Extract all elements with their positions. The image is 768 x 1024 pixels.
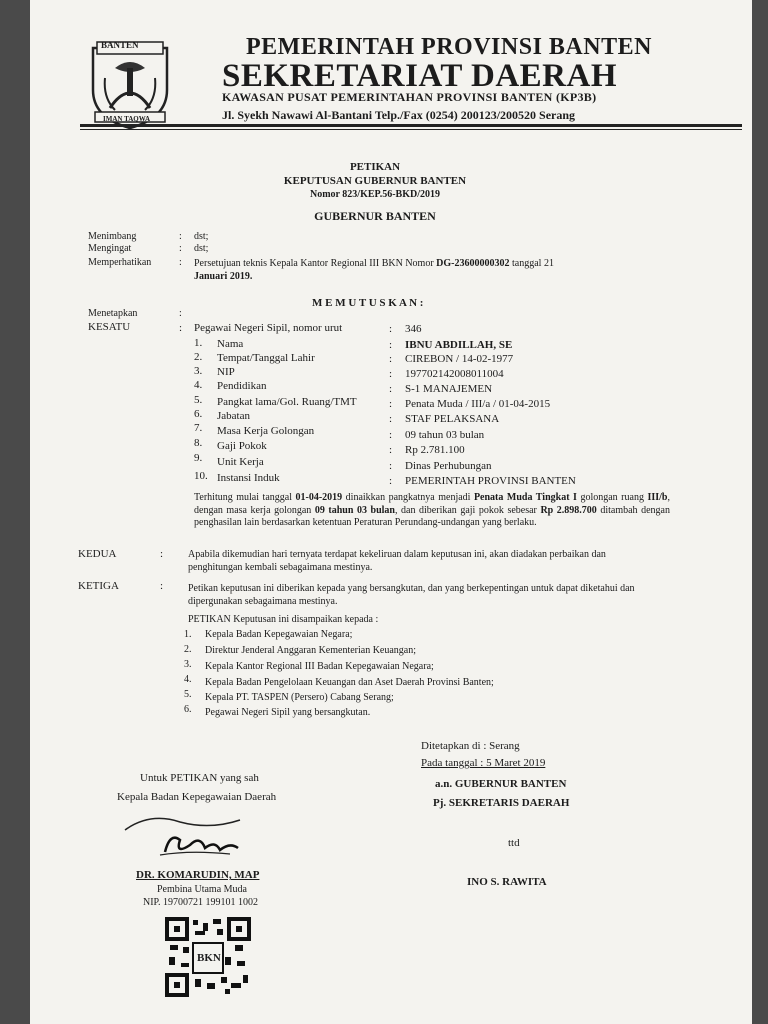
letterhead-gov: PEMERINTAH PROVINSI BANTEN (246, 34, 652, 60)
field-label: Unit Kerja (217, 456, 264, 468)
pns-intro: Pegawai Negeri Sipil, nomor urut (194, 322, 343, 334)
menimbang-value: dst; (194, 231, 209, 242)
pj-sekretaris: Pj. SEKRETARIS DAERAH (433, 797, 570, 809)
field-num: 6. (194, 408, 203, 420)
ttd-mark: ttd (508, 837, 520, 849)
field-value: Dinas Perhubungan (405, 460, 492, 472)
left-signer-rank: Pembina Utama Muda (157, 884, 247, 895)
menimbang-label: Menimbang (88, 231, 137, 242)
field-label: Instansi Induk (217, 472, 280, 484)
field-num: 9. (194, 452, 203, 464)
field-label: Masa Kerja Golongan (217, 425, 315, 437)
field-num: 2. (194, 351, 203, 363)
field-value: S-1 MANAJEMEN (405, 383, 493, 395)
memutuskan-heading: M E M U T U S K A N : (312, 297, 424, 309)
ditetapkan-di: Ditetapkan di : Serang (421, 740, 520, 752)
ketiga-text: Petikan keputusan ini diberikan kepada yang bersangkutan, dan yang berkepentingan untuk dapat diketahui dan dipergunakan sebagaimana mestinya. (188, 583, 635, 607)
memperhatikan-date: Januari 2019. (194, 271, 253, 282)
letterhead-address: Jl. Syekh Nawawi Al-Bantani Telp./Fax (0254) 200123/200520 Serang (222, 108, 576, 122)
field-label: Pendidikan (217, 380, 267, 392)
list-item: Direktur Jenderal Anggaran Kementerian Keuangan; (205, 645, 417, 656)
letterhead-rule-thin (80, 129, 742, 130)
kedua-text: Apabila dikemudian hari ternyata terdapat kekeliruan dalam keputusan ini, akan diadakan perbaikan dan penghitungan kembali sebagaimana mestinya. (188, 549, 606, 573)
field-value: CIREBON / 14-02-1977 (405, 353, 514, 365)
title-nomor: Nomor 823/KEP.56-BKD/2019 (309, 189, 440, 200)
title-gubernur: GUBERNUR BANTEN (314, 209, 436, 223)
an-gubernur: a.n. GUBERNUR BANTEN (435, 778, 567, 790)
mengingat-label: Mengingat (88, 243, 132, 254)
field-num: 5. (194, 394, 203, 406)
field-value: Rp 2.781.100 (405, 444, 465, 456)
kesatu-label: KESATU (88, 321, 131, 333)
signature-icon (120, 810, 250, 870)
list-item: Kepala Badan Kepegawaian Negara; (205, 629, 353, 640)
memperhatikan-text: Persetujuan teknis Kepala Kantor Regional III BKN Nomor DG-23600000302 tanggal 21 (194, 258, 554, 269)
qr-bkn-label: BKN (197, 952, 221, 964)
terhitung-paragraph: Terhitung mulai tanggal 01-04-2019 dinaikkan pangkatnya menjadi Penata Muda Tingkat I golongan ruang III/b, dengan masa kerja golongan 09 tahun 03 bulan, dan diberikan gaji pokok sebesar Rp 2.898.700 ditambah dengan penghasilan lain berdasarkan ketentuan Peraturan Perundang-undangan yang berlaku. (194, 492, 670, 528)
list-item: Kepala Badan Pengelolaan Keuangan dan Aset Daerah Provinsi Banten; (205, 677, 494, 688)
right-signer-name: INO S. RAWITA (467, 876, 547, 888)
field-value-nama: IBNU ABDILLAH, SE (405, 339, 513, 351)
field-label: Pangkat lama/Gol. Ruang/TMT (217, 396, 357, 408)
kedua-label: KEDUA (78, 548, 117, 560)
emblem-bottom-text: IMAN TAQWA (103, 115, 150, 123)
kepala-bkd: Kepala Badan Kepegawaian Daerah (117, 791, 277, 803)
field-num: 1. (194, 337, 203, 349)
mengingat-value: dst; (194, 243, 209, 254)
list-item: Kepala Kantor Regional III Badan Kepegawaian Negara; (205, 661, 434, 672)
field-num: 10. (194, 470, 208, 482)
ketiga-label: KETIGA (78, 580, 119, 592)
untuk-petikan: Untuk PETIKAN yang sah (140, 772, 259, 784)
list-item: Kepala PT. TASPEN (Persero) Cabang Serang; (205, 692, 394, 703)
title-petikan: PETIKAN (349, 161, 401, 173)
letterhead-secretariat: SEKRETARIAT DAERAH (222, 58, 617, 94)
field-num: 8. (194, 437, 203, 449)
left-signer-nip: NIP. 19700721 199101 1002 (143, 897, 259, 908)
pns-number: 346 (405, 323, 422, 335)
field-num: 7. (194, 422, 203, 434)
field-label: Jabatan (217, 410, 250, 422)
field-num: 3. (194, 365, 203, 377)
field-label: NIP (217, 366, 235, 378)
field-value: 09 tahun 03 bulan (405, 429, 485, 441)
pada-tanggal: Pada tanggal : 5 Maret 2019 (421, 757, 546, 769)
field-value: PEMERINTAH PROVINSI BANTEN (405, 475, 576, 487)
memperhatikan-label: Memperhatikan (88, 257, 152, 268)
list-item: Pegawai Negeri Sipil yang bersangkutan. (205, 707, 371, 718)
menetapkan-label: Menetapkan (88, 308, 138, 319)
letterhead-rule-thick (80, 124, 742, 127)
left-signer-name: DR. KOMARUDIN, MAP (136, 869, 260, 881)
field-value: STAF PELAKSANA (405, 413, 500, 425)
letterhead-area: KAWASAN PUSAT PEMERINTAHAN PROVINSI BANTEN (KP3B) (222, 90, 597, 104)
title-keputusan: KEPUTUSAN GUBERNUR BANTEN (283, 175, 467, 187)
field-value: Penata Muda / III/a / 01-04-2015 (405, 398, 551, 410)
field-num: 4. (194, 379, 203, 391)
distribution-intro: PETIKAN Keputusan ini disampaikan kepada : (188, 614, 379, 625)
field-value: 197702142008011004 (405, 368, 504, 380)
field-label: Tempat/Tanggal Lahir (217, 352, 315, 364)
field-label: Gaji Pokok (217, 440, 267, 452)
field-label: Nama (217, 338, 244, 350)
emblem-top-text: BANTEN (101, 40, 139, 50)
